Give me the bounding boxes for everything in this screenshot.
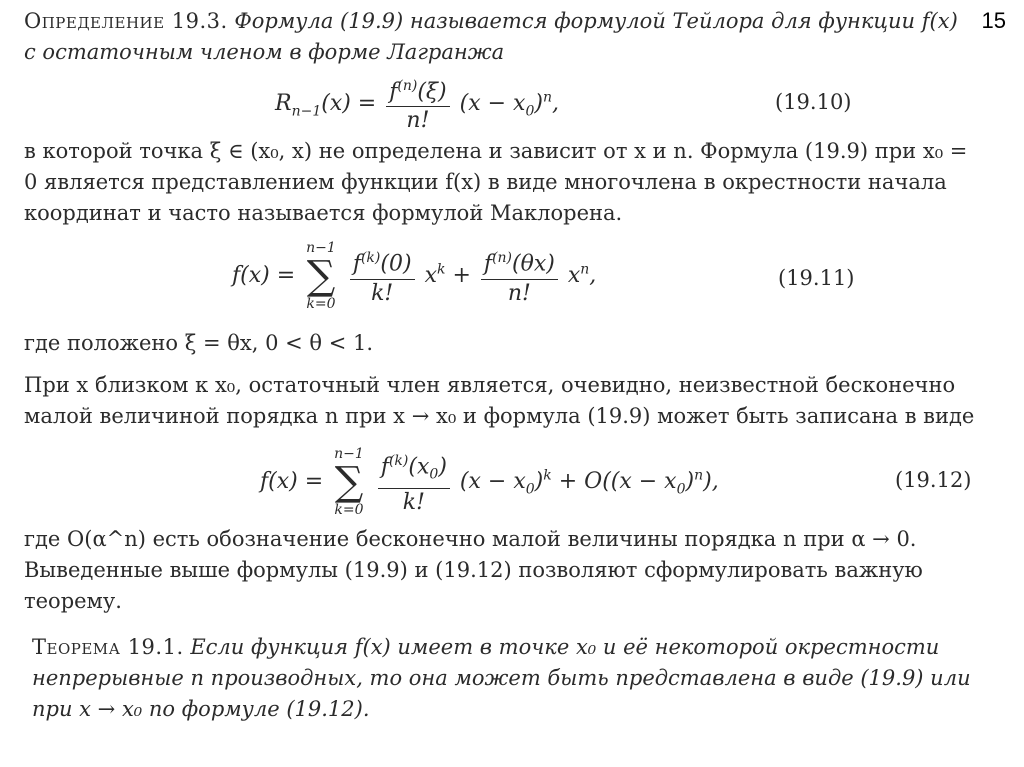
equation-19-11-number: (19.11) <box>778 266 855 290</box>
paragraph-1: в которой точка ξ ∈ (x₀, x) не определена и зависит от x и n. Формула (19.9) при x₀ = 0 является представлением функции f(x) в виде многочлена в окрестности начала координат и часто называется формулой Маклорена. <box>24 139 968 225</box>
theorem-block <box>32 632 990 725</box>
theorem-text: Если функция f(x) имеет в точке x₀ и её некоторой окрестности непрерывные n производных, то она может быть представлена в виде (19.9) или при x → x₀ по формуле (19.12). <box>32 635 971 721</box>
paragraph-3: При x близком к x₀, остаточный член является, очевидно, неизвестной бесконечно малой величиной порядка n при x → x₀ и формула (19.9) может быть записана в виде <box>24 373 975 428</box>
definition-label: Определение 19.3. <box>24 9 228 33</box>
equation-19-10: $R_{n-1}(x)$ = $\frac{f^{(n)}(\xi)}{n!}$ $(x - x_0)^n$, <box>275 72 559 135</box>
equation-19-12: f(x) = n−1 ∑ k=0 $\frac{f^{(k)}(x_0)}{k!}$ $(x - x_0)^k + O((x - x_0)^n)$, <box>260 446 719 518</box>
page-number: 15 <box>981 8 1006 33</box>
definition-text: Формула (19.9) называется формулой Тейлора для функции f(x) с остаточным членом в форме Лагранжа <box>24 9 958 64</box>
equation-19-10-number: (19.10) <box>775 90 852 114</box>
equation-19-11: f(x) = n−1 ∑ k=0 $\frac{f^{(k)}(0)}{k!}$ $x^k$ + $\frac{f^{(n)}(\theta x)}{n!}$ $x^n$, <box>232 240 597 312</box>
equation-19-12-number: (19.12) <box>895 468 972 492</box>
theorem-label: Теорема 19.1. <box>32 635 184 659</box>
paragraph-2: где положено ξ = θx, 0 < θ < 1. <box>24 331 374 355</box>
definition-block <box>24 6 964 68</box>
paragraph-4: где O(α^n) есть обозначение бесконечно малой величины порядка n при α → 0. Выведенные выше формулы (19.9) и (19.12) позволяют сформулировать важную теорему. <box>24 527 923 613</box>
